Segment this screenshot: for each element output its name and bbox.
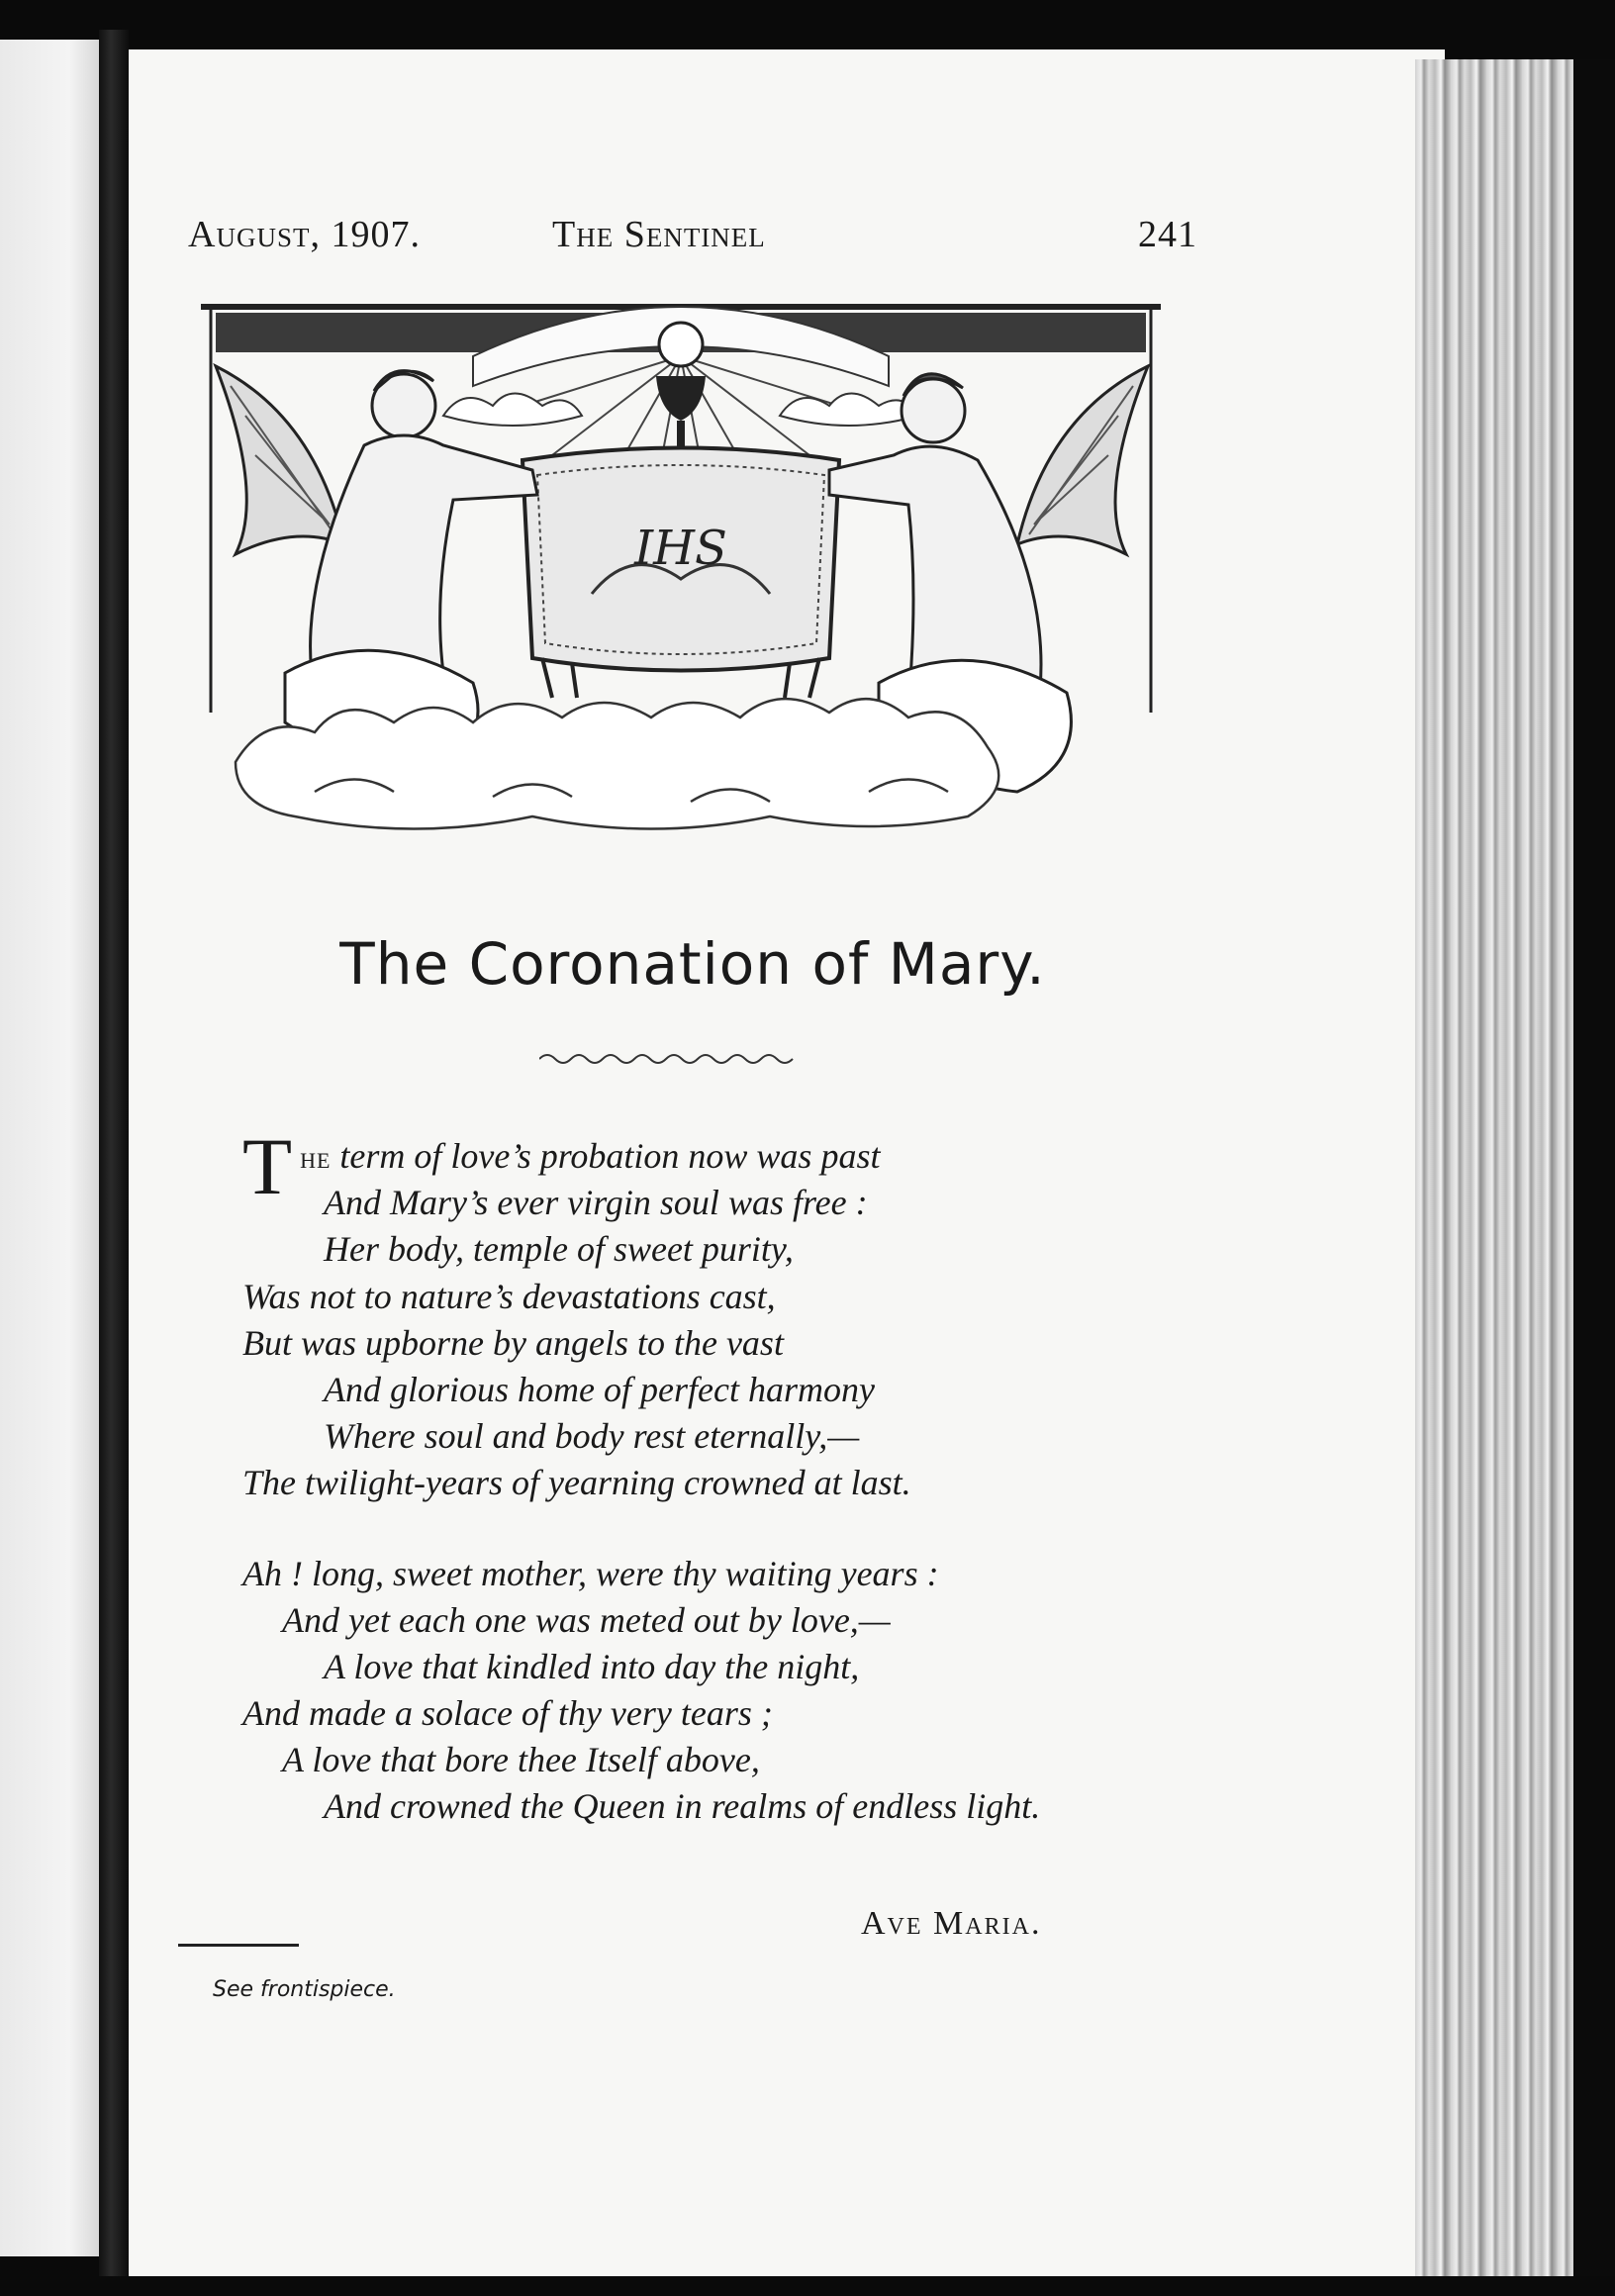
decorative-wave-rule xyxy=(539,1049,797,1069)
book-gutter xyxy=(99,30,129,2276)
banner-cloth xyxy=(522,448,839,699)
page-number: 241 xyxy=(1138,214,1197,255)
poem-line: Ah ! long, sweet mother, were thy waiting years : xyxy=(242,1553,939,1593)
poem-body xyxy=(242,1121,1192,1831)
poem-line: A love that kindled into day the night, xyxy=(324,1646,860,1686)
header-date: August, 1907. xyxy=(188,214,421,255)
stanza-break xyxy=(242,1507,1192,1551)
poem-line: The twilight-years of yearning crowned at last. xyxy=(242,1463,911,1503)
poem-line: And made a solace of thy very tears ; xyxy=(242,1693,773,1734)
poem-title: The Coronation of Mary. xyxy=(339,930,1046,998)
poem-line: But was upborne by angels to the vast xyxy=(242,1322,784,1363)
facing-page-edge xyxy=(0,40,99,2256)
poem-line: And Mary’s ever virgin soul was free : xyxy=(324,1183,868,1223)
host-circle xyxy=(659,323,703,366)
footnote: See frontispiece. xyxy=(213,1977,396,2002)
poem-line: And crowned the Queen in realms of endless light. xyxy=(324,1786,1041,1827)
poem-line: Was not to nature’s devastations cast, xyxy=(242,1276,776,1316)
poem-line: Where soul and body rest eternally,— xyxy=(324,1416,860,1457)
footnote-rule xyxy=(178,1944,299,1947)
running-header xyxy=(188,213,1197,272)
poem-line: Her body, temple of sweet purity, xyxy=(324,1229,794,1270)
angels-chalice-illustration xyxy=(196,297,1168,846)
ihs-monogram: IHS xyxy=(634,521,727,576)
background-edge xyxy=(1573,59,1615,2276)
poem-line: The term of love’s probation now was past xyxy=(242,1121,881,1211)
drop-cap: T xyxy=(242,1121,293,1211)
attribution: Ave Maria. xyxy=(861,1905,1042,1942)
poem-line: And yet each one was meted out by love,— xyxy=(282,1599,891,1640)
page-stack-edges xyxy=(1415,59,1583,2276)
cloud-bank xyxy=(236,699,998,828)
header-journal-title: The Sentinel xyxy=(552,214,766,255)
poem-line: And glorious home of perfect harmony xyxy=(324,1369,875,1409)
poem-line: A love that bore thee Itself above, xyxy=(282,1740,760,1780)
